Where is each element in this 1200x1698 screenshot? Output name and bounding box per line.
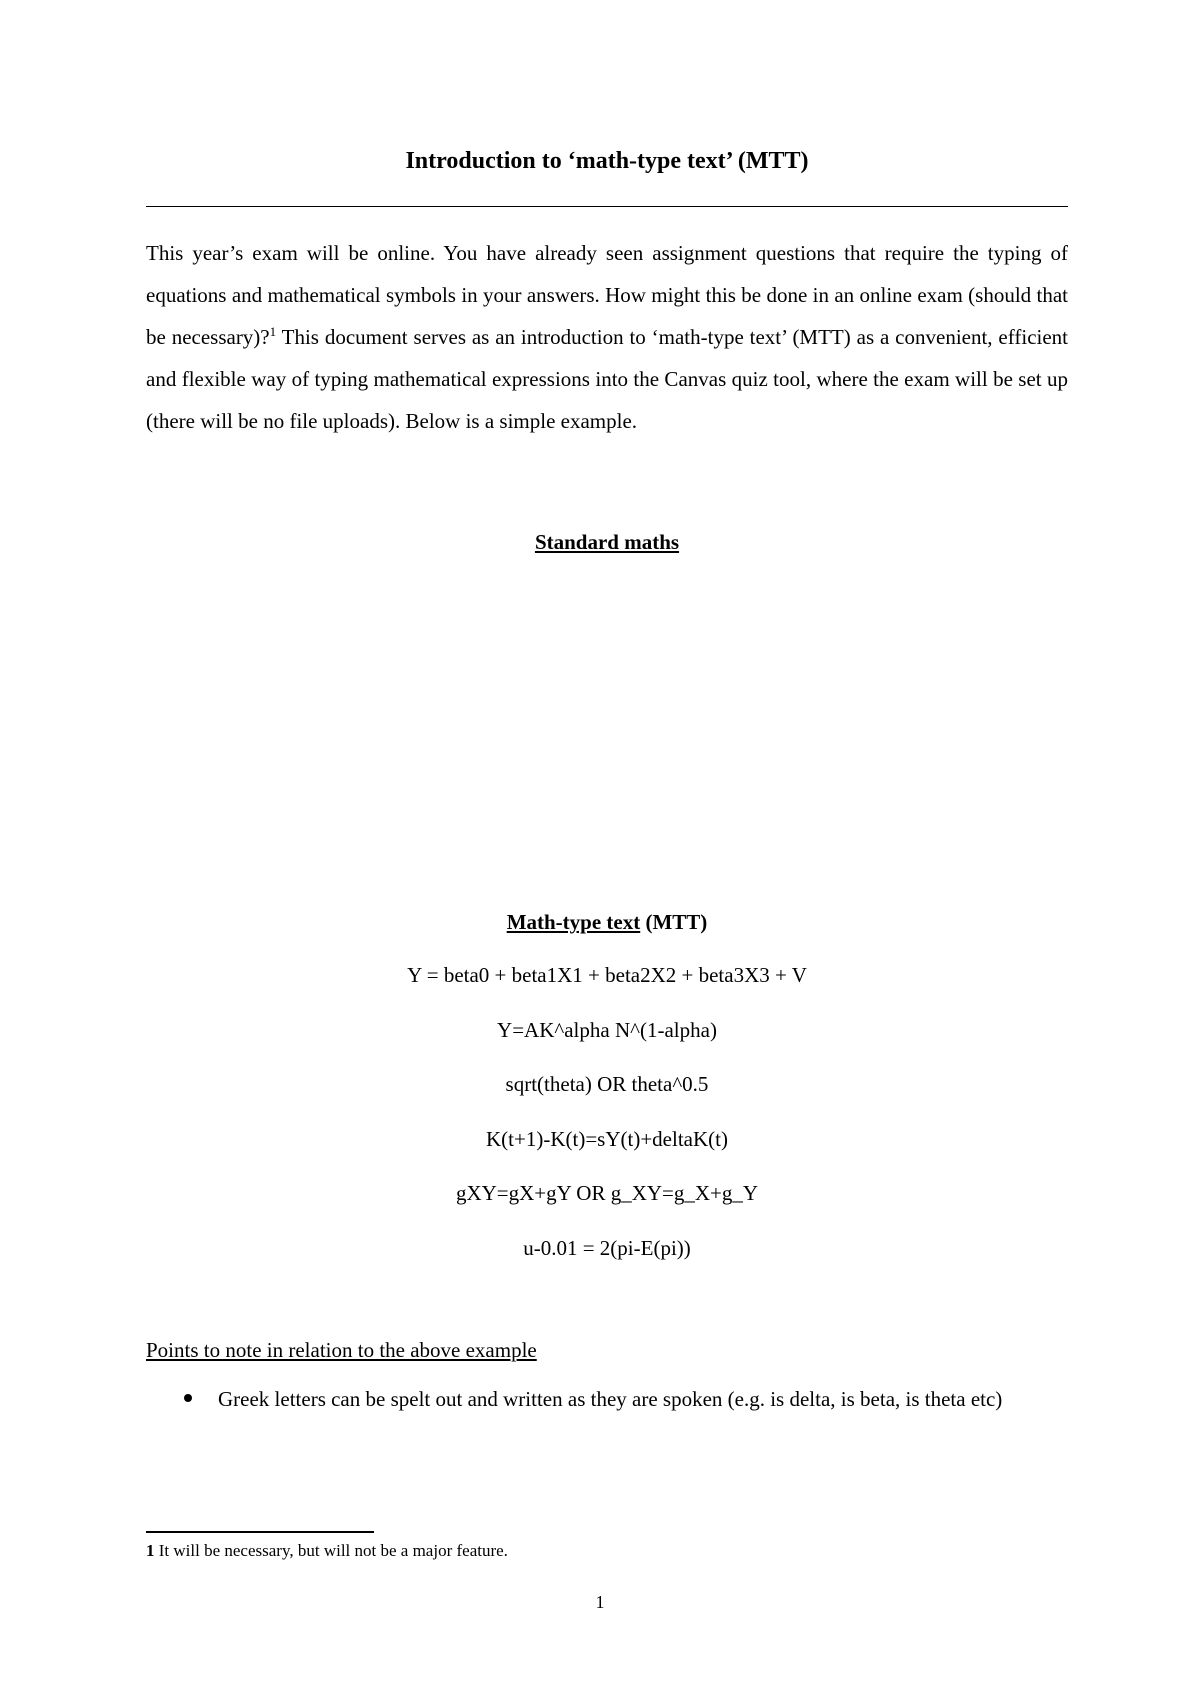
page-number: 1 bbox=[595, 1592, 605, 1612]
mtt-equation: Y = beta0 + beta1X1 + beta2X2 + beta3X3 + V bbox=[407, 963, 807, 987]
footnote-number: 1 bbox=[146, 1541, 155, 1560]
mtt-equation: u-0.01 = 2(pi-E(pi)) bbox=[523, 1235, 691, 1260]
standard-maths-heading: Standard maths bbox=[534, 530, 680, 554]
mtt-equation: sqrt(theta) OR theta^0.5 bbox=[505, 1072, 709, 1096]
footnote-text: It will be necessary, but will not be a major feature. bbox=[154, 1541, 508, 1560]
mtt-equation: K(t+1)-K(t)=sY(t)+deltaK(t) bbox=[486, 1126, 728, 1151]
mtt-equation-list bbox=[146, 960, 1068, 1287]
list-item bbox=[146, 1378, 1068, 1420]
footnote-reference[interactable]: 1 bbox=[269, 324, 277, 339]
points-list bbox=[146, 1378, 1068, 1420]
footnote bbox=[146, 1540, 508, 1562]
mtt-heading bbox=[146, 910, 1068, 935]
points-heading: Points to note in relation to the above example bbox=[146, 1338, 537, 1362]
intro-paragraph bbox=[146, 232, 1068, 442]
footnote-separator bbox=[146, 1531, 374, 1533]
document-title: Introduction to ‘math-type text’ (MTT) bbox=[405, 148, 809, 174]
mtt-heading-underlined: Math-type text bbox=[506, 910, 641, 934]
bullet-icon bbox=[184, 1394, 192, 1402]
mtt-equation: Y=AK^alpha N^(1-alpha) bbox=[497, 1017, 717, 1042]
intro-text-part2: This document serves as an introduction to ‘math-type text’ (MTT) as a convenient, efficient and flexible way of typing mathematical expressions into the Canvas quiz tool, where the exam will be set up (there will be no file uploads). Below is a simple example. bbox=[146, 325, 1069, 433]
list-item-text: Greek letters can be spelt out and written as they are spoken (e.g. is delta, is beta, is theta etc) bbox=[218, 1387, 1003, 1411]
intro-text-part1: This year’s exam will be online. You have already seen assignment questions that require the typing of equations and mathematical symbols in your answers. How might this be done in an online exam (should that be necessary)? bbox=[146, 241, 1068, 349]
mtt-heading-rest: (MTT) bbox=[640, 910, 708, 934]
title-divider bbox=[146, 206, 1068, 207]
mtt-equation: gXY=gX+gY OR g_XY=g_X+g_Y bbox=[455, 1181, 759, 1205]
